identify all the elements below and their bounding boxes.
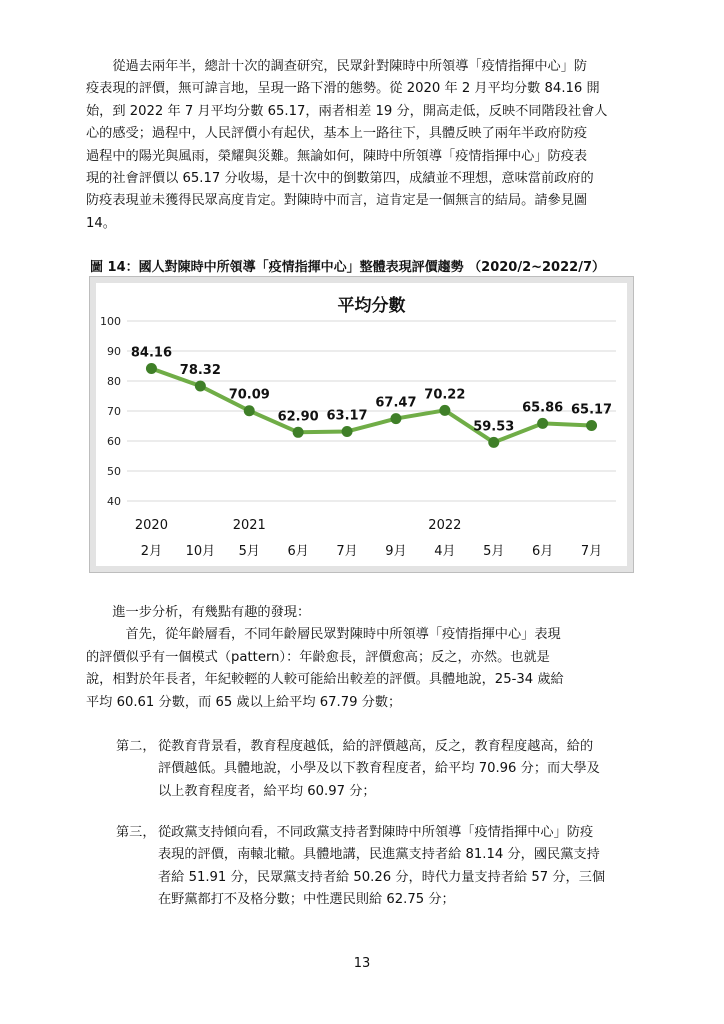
x-tick-label: 7月: [580, 544, 603, 559]
data-label: 70.09: [228, 387, 270, 403]
finding-second: [116, 736, 656, 806]
text-line: 以上教育程度者，給平均 60.97 分；: [158, 783, 376, 799]
data-point: [342, 426, 353, 437]
data-point: [488, 437, 499, 448]
data-point: [293, 427, 304, 438]
x-tick-label: 2月: [140, 544, 163, 559]
intro-paragraph: [86, 56, 642, 235]
data-point: [390, 413, 401, 424]
data-point: [244, 405, 255, 416]
text-line: 14。: [86, 215, 116, 231]
data-point: [537, 418, 548, 429]
data-label: 62.90: [277, 409, 319, 425]
data-label: 67.47: [375, 395, 417, 411]
finding-lead: 第二，: [116, 739, 156, 754]
x-year-label: 2022: [428, 518, 462, 533]
data-point: [195, 381, 206, 392]
text-line: 始，到 2022 年 7 月平均分數 65.17，兩者相差 19 分，開高走低，反映不同階段社會人: [86, 103, 608, 119]
chart-title: 平均分數: [337, 296, 406, 316]
y-tick-label: 80: [107, 375, 121, 388]
data-label: 65.17: [570, 402, 613, 418]
y-tick-label: 60: [107, 435, 121, 448]
y-tick-label: 90: [107, 345, 121, 358]
data-label: 63.17: [326, 408, 368, 424]
text-line: 評價越低。具體地說，小學及以下教育程度者，給平均 70.96 分；而大學及: [158, 761, 600, 777]
text-line: 從教育背景看，教育程度越低，給的評價越高，反之，教育程度越高，給的: [158, 739, 594, 754]
figure-caption: 圖 14：國人對陳時中所領導「疫情指揮中心」整體表現評價趨勢 （2020/2~2022/7）: [90, 260, 605, 275]
y-tick-label: 100: [100, 315, 121, 328]
text-line: 在野黨都打不及格分數；中性選民則給 62.75 分；: [158, 892, 455, 908]
x-tick-label: 6月: [287, 544, 309, 559]
text-line: 說，相對於年長者，年紀較輕的人較可能給出較差的評價。具體地說，25-34 歲給: [86, 672, 564, 688]
x-tick-label: 6月: [532, 544, 554, 559]
data-point: [439, 405, 450, 416]
data-label: 65.86: [522, 400, 564, 416]
x-tick-label: 4月: [434, 544, 456, 559]
y-tick-label: 40: [107, 495, 121, 508]
page-number: 13: [353, 956, 371, 971]
analysis-paragraph: [86, 602, 642, 714]
x-tick-label: 5月: [483, 544, 505, 559]
finding-third: [116, 822, 656, 914]
data-label: 59.53: [473, 419, 515, 435]
finding-lead: 第三，: [116, 825, 156, 840]
data-point: [586, 420, 597, 431]
x-tick-label: 5月: [238, 544, 260, 559]
y-tick-label: 50: [107, 465, 121, 478]
x-tick-label: 10月: [185, 544, 216, 559]
x-tick-label: 9月: [385, 544, 407, 559]
x-tick-label: 7月: [336, 544, 358, 559]
text-line: 平均 60.61 分數，而 65 歲以上給平均 67.79 分數；: [86, 694, 402, 710]
text-line: 從政黨支持傾向看，不同政黨支持者對陳時中所領導「疫情指揮中心」防疫: [158, 825, 594, 840]
text-line: 現的社會評價以 65.17 分收場，是十次中的倒數第四，成績並不理想，意味當前政府的: [86, 171, 594, 187]
y-tick-label: 70: [107, 405, 121, 418]
line-chart: [96, 283, 627, 566]
chart-area: [96, 283, 627, 566]
text-line: 者給 51.91 分，民眾黨支持者給 50.26 分，時代力量支持者給 57 分，三個: [158, 869, 606, 885]
text-line: 進一步分析，有幾點有趣的發現：: [86, 605, 311, 620]
text-line: 心的感受；過程中，人民評價小有起伏，基本上一路往下，具體反映了兩年半政府防疫: [86, 126, 588, 142]
data-label: 70.22: [424, 387, 466, 403]
text-line: 表現的評價，南轅北轍。具體地講，民進黨支持者給 81.14 分，國民黨支持: [158, 847, 600, 863]
x-year-label: 2021: [232, 518, 266, 533]
data-label: 78.32: [179, 363, 221, 379]
text-line: 從過去兩年半，總計十次的調查研究，民眾針對陳時中所領導「疫情指揮中心」防: [86, 59, 588, 74]
data-label: 84.16: [130, 345, 173, 361]
text-line: 過程中的陽光與風雨，榮耀與災難。無論如何，陳時中所領導「疫情指揮中心」防疫表: [86, 148, 588, 164]
data-point: [146, 363, 157, 374]
chart-frame: [89, 276, 634, 573]
text-line: 的評價似乎有一個模式（pattern）：年齡愈長，評價愈高；反之，亦然。也就是: [86, 649, 550, 665]
text-line: 疫表現的評價，無可諱言地，呈現一路下滑的態勢。從 2020 年 2 月平均分數 84.16 開: [86, 81, 600, 97]
x-year-label: 2020: [134, 518, 168, 533]
text-line: 防疫表現並未獲得民眾高度肯定。對陳時中而言，這肯定是一個無言的結局。請參見圖: [86, 193, 588, 209]
text-line: 首先，從年齡層看，不同年齡層民眾對陳時中所領導「疫情指揮中心」表現: [86, 627, 561, 643]
